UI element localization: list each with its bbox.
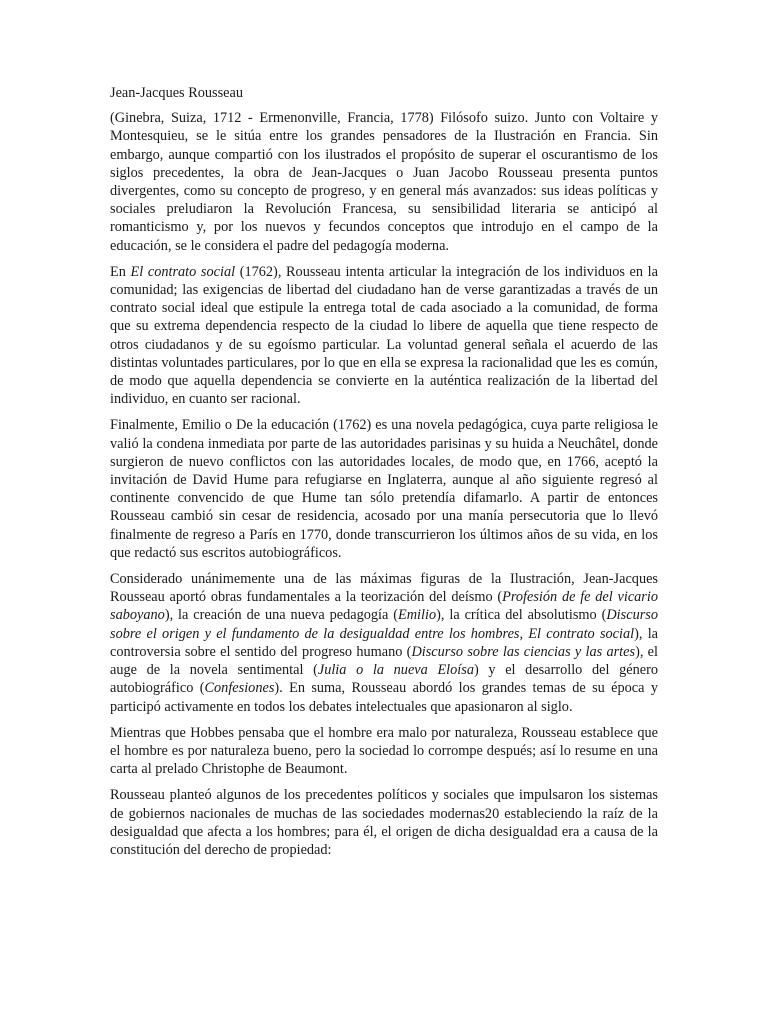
document-title: Jean-Jacques Rousseau — [110, 85, 244, 101]
paragraph-5: Mientras que Hobbes pensaba que el hombre era malo por naturaleza, Rousseau establece que el hombre es por naturaleza bueno, pero la sociedad lo corrompe después; así lo resume en una carta al prelado Christophe de Beaumont. — [110, 724, 658, 778]
paragraph-6: Rousseau planteó algunos de los precedentes políticos y sociales que impulsaron los sistemas de gobiernos nacionales de muchas de las sociedades modernas20 estableciendo la raíz de la desigualdad que afecta a los hombres; para él, el origen de dicha desigualdad era a causa de la constitución del derecho de propiedad: — [110, 787, 658, 858]
paragraph-1: (Ginebra, Suiza, 1712 - Ermenonville, Francia, 1778) Filósofo suizo. Junto con Voltaire y Montesquieu, se le sitúa entre los grandes pensadores de la Ilustración en Francia. Sin embargo, aunque compartió con los ilustrados el propósito de superar el oscurantismo de los siglos precedentes, la obra de Jean-Jacques o Juan Jacobo Rousseau presenta puntos divergentes, como su concepto de progreso, y en general más avanzados: sus ideas políticas y sociales preludiaron la Revolución Francesa, su sensibilidad literaria se anticipó al romanticismo y, por los nuevos y fecundos conceptos que introdujo en el campo de la educación, se le considera el padre del pedagogía moderna. — [110, 110, 658, 254]
paragraph-4-text: ), el auge de la novela sentimental ( — [110, 643, 658, 679]
paragraph-4-text: ), la controversia sobre el sentido del progreso humano ( — [110, 625, 659, 660]
paragraph-4-text: Considerado unánimemente una de las máximas figuras de la Ilustración, Jean-Jacques Rousseau aportó obras fundamentales a la teorización del deísmo ( — [110, 571, 658, 606]
work-title: Profesión de fe del vicario saboyano — [110, 589, 658, 624]
work-title: Discurso sobre las ciencias y las artes — [411, 643, 636, 660]
paragraph-2-text: (1762), Rousseau intenta articular la integración de los individuos en la comunidad; las exigencias de libertad del ciudadano han de verse garantizadas a través de un contrato social ideal que estipule la entrega total de cada asociado a la comunidad, de forma que su extrema dependencia respecto de la ciudad lo libere de aquella que tiene respecto de otros ciudadanos y de su egoísmo particular. La voluntad general señala el acuerdo de las distintas voluntades particulares, por lo que en ella se expresa la racionalidad que les es común, de modo que aquella dependencia se convierte en la auténtica realización de la libertad del individuo, en cuanto ser racional. — [110, 263, 658, 408]
paragraph-4-text: ). En suma, Rousseau abordó los grandes temas de su época y participó activamente en todos los debates intelectuales que apasionaron al siglo. — [110, 680, 659, 715]
paragraph-2 — [110, 263, 658, 409]
paragraph-4-text: ), la creación de una nueva pedagogía ( — [164, 607, 398, 624]
document-body — [110, 84, 658, 867]
paragraph-4-text: ), la crítica del absolutismo ( — [436, 607, 607, 624]
paragraph-3: Finalmente, Emilio o De la educación (1762) es una novela pedagógica, cuya parte religiosa le valió la condena inmediata por parte de las autoridades parisinas y su huida a Neuchâtel, donde surgieron de nuevo conflictos con las autoridades locales, de modo que, en 1766, aceptó la invitación de David Hume para refugiarse en Inglaterra, aunque al año siguiente regresó al continente convencido de que Hume tan sólo pretendía difamarlo. A partir de entonces Rousseau cambió sin cesar de residencia, acosado por una manía persecutoria que lo llevó finalmente de regreso a París en 1770, donde transcurrieron los últimos años de su vida, en los que redactó sus escritos autobiográficos. — [110, 417, 658, 561]
paragraph-2-text: En — [110, 263, 131, 280]
work-title: Discurso sobre el origen y el fundamento de la desigualdad entre los hombres — [110, 607, 658, 642]
work-title: El contrato social — [130, 263, 236, 280]
work-title: El contrato social — [528, 625, 635, 642]
work-title: Julia o la nueva Eloísa — [317, 662, 474, 679]
paragraph-4 — [110, 570, 658, 716]
paragraph-4-text: ) y el desarrollo del género autobiográfico ( — [110, 662, 658, 697]
separator: , — [519, 625, 529, 642]
work-title: Confesiones — [204, 680, 275, 697]
work-title: Emilio — [398, 607, 437, 624]
